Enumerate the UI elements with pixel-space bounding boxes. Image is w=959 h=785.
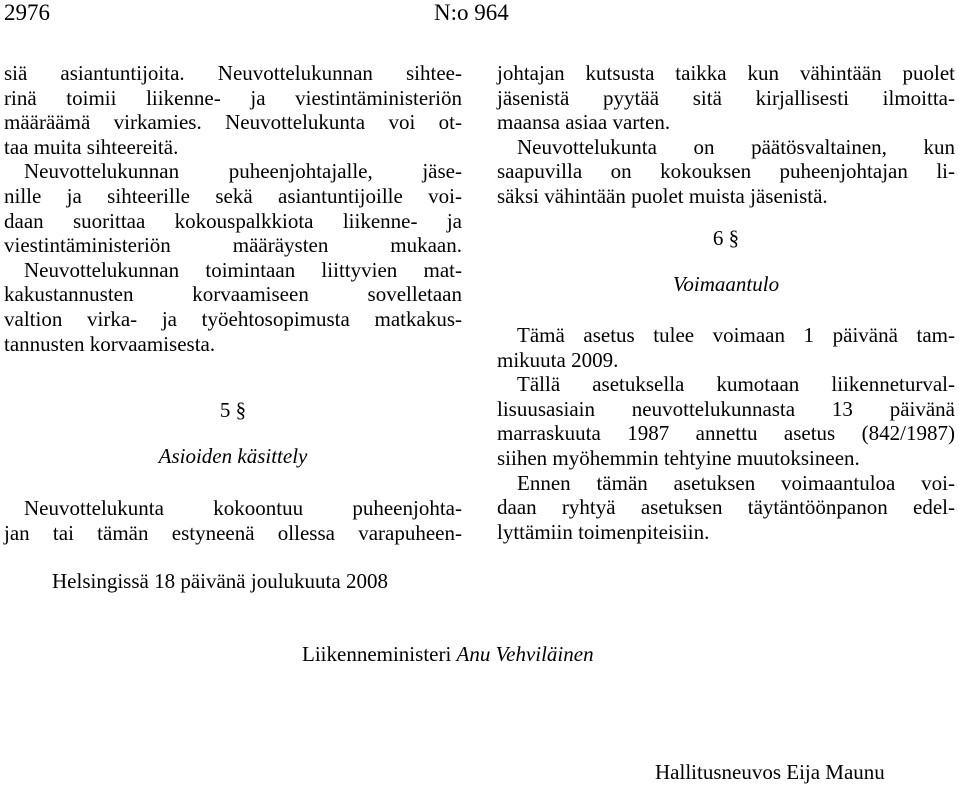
text-line: Neuvottelukunnan toimintaan liittyvien mat- xyxy=(24,257,462,282)
text-line: viestintäministeriön määräysten mukaan. xyxy=(4,233,462,258)
minister-title: Liikenneministeri xyxy=(302,642,452,666)
section-5-title: Asioiden käsittely xyxy=(158,444,308,468)
text-line: kakustannusten korvaamiseen sovelletaan xyxy=(4,282,462,307)
section-6-number: 6 § xyxy=(712,226,740,250)
text-line: lisuusasiain neuvottelukunnasta 13 päivänä xyxy=(497,396,955,421)
text-line: johtajan kutsusta taikka kun vähintään puolet xyxy=(497,61,955,85)
issue-number: N:o 964 xyxy=(434,0,509,25)
text-line: Neuvottelukunta kokoontuu puheenjohta- xyxy=(24,496,462,520)
left-column xyxy=(4,61,462,356)
minister-signature xyxy=(302,642,594,667)
section-6-title: Voimaantulo xyxy=(672,272,780,296)
signing-date: Helsingissä 18 päivänä joulukuuta 2008 xyxy=(52,569,388,593)
section-5-number: 5 § xyxy=(219,398,247,422)
text-line: valtion virka- ja työehtosopimusta matkakus- xyxy=(4,306,462,331)
text-line: Neuvottelukunnan puheenjohtajalle, jäse- xyxy=(24,159,462,184)
text-line: daan ryhtyä asetuksen täytäntöönpanon edel- xyxy=(497,495,955,520)
minister-name: Anu Vehviläinen xyxy=(456,642,594,666)
left-column-tail xyxy=(4,496,462,545)
counsellor-signature: Hallitusneuvos Eija Maunu xyxy=(655,760,885,784)
text-line: nille ja sihteerille sekä asiantuntijoille voi- xyxy=(4,183,462,208)
text-line: jäsenistä pyytää sitä kirjallisesti ilmoitta- xyxy=(497,85,955,110)
text-line: marraskuuta 1987 annettu asetus (842/1987) xyxy=(497,421,955,446)
text-line: Neuvottelukunta on päätösvaltainen, kun xyxy=(517,134,955,159)
right-column-tail xyxy=(497,323,955,544)
page-number: 2976 xyxy=(4,0,50,25)
text-line: daan suorittaa kokouspalkkiota liikenne- ja xyxy=(4,208,462,233)
text-line: rinä toimii liikenne- ja viestintäministeriön xyxy=(4,85,462,110)
text-line: määräämä virkamies. Neuvottelukunta voi ot- xyxy=(4,110,462,135)
text-line: maansa asiaa varten. xyxy=(497,110,671,135)
text-line: tannusten korvaamisesta. xyxy=(4,331,216,356)
text-line: Tämä asetus tulee voimaan 1 päivänä tam- xyxy=(517,323,955,347)
text-line: mikuuta 2009. xyxy=(497,347,619,372)
text-line: Tällä asetuksella kumotaan liikenneturval- xyxy=(517,372,955,397)
text-line: lyttämiin toimenpiteisiin. xyxy=(497,519,710,544)
text-line: Ennen tämän asetuksen voimaantuloa voi- xyxy=(517,470,955,495)
text-line: saapuvilla on kokouksen puheenjohtajan li- xyxy=(497,159,955,184)
text-line: siä asiantuntijoita. Neuvottelukunnan sihtee- xyxy=(4,61,462,85)
right-column xyxy=(497,61,955,209)
text-line: taa muita sihteereitä. xyxy=(4,134,179,159)
text-line: jan tai tämän estyneenä ollessa varapuheen- xyxy=(4,520,462,545)
text-line: siihen myöhemmin tehtyine muutoksineen. xyxy=(497,445,860,470)
text-line: säksi vähintään puolet muista jäsenistä. xyxy=(497,183,828,208)
